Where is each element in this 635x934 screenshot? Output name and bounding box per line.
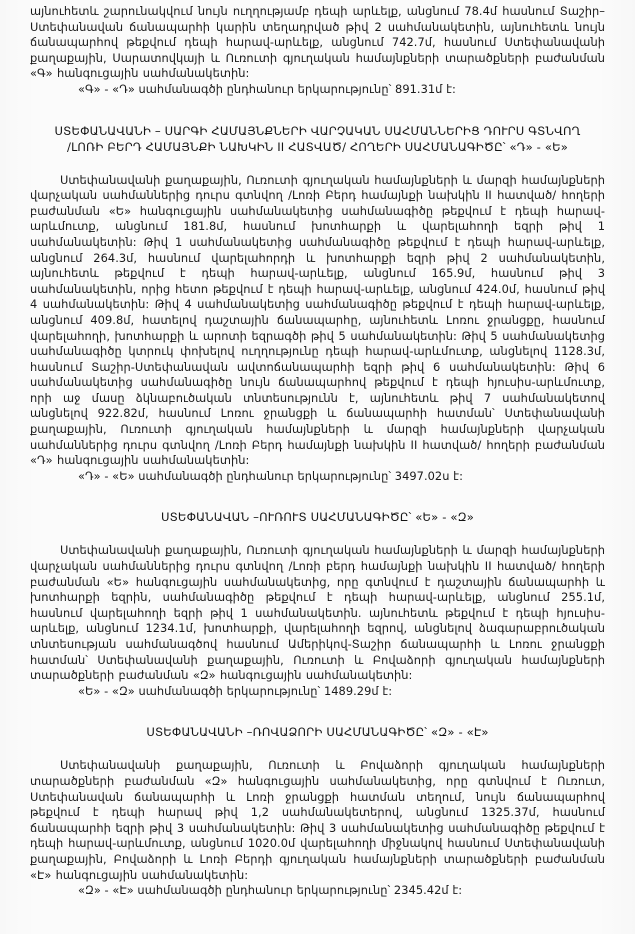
total-length-g-d: «Գ» - «Դ» սահմանագծի ընդհանուր երկարությունը՝ 891.31մ է: [78,81,456,96]
spacer [30,98,605,123]
total-length-e-z: «Ե» - «Զ» սահմանագծի երկարությունը՝ 1489.29մ է: [78,683,393,698]
paragraph-z-e: Ստեփանավանի քաղաքային, Ուռուտի և Բովաձորի գյուղական համայնքների տարածքների բաժանման «Զ» հանգուցային սահմանակետից, որը գտնվում է Ուռուտ, Ստեփանավան ճանապարհի և Լոռի ջրանցքի հատման տեղում, նույն ճանապարհով թեքվում է դեպի հարավ թիվ 1,2 սահմանակետերով, անցնում 1325.37մ, հասնում ճանապարհի եզրի թիվ 3 սահմանակետին: Թիվ 3 սահմանակետից սահմանագիծը թեքվում է դեպի հարավ-արևմուտք, անցնում 1020.0մ վարելահողի միջնակով հասնում Ստեփանավանի քաղաքային, Բովաձորի և Լոռի Բերդի գյուղական համայնքների տարածքների բաժանման «Է» հանգուցային սահմանակետին: [30,758,605,882]
document-body [30,0,605,899]
section-heading-z-e-line-1: ՍՏԵՓԱՆԱՎԱՆԻ –ՌՈՎԱՁՈՐԻ ՍԱՀՄԱՆԱԳԻԾԸ՝ «Զ» - «Է» [146,725,489,740]
paragraph-d-e: Ստեփանավանի քաղաքային, Ուռուտի գյուղական համայնքների և մարզի համայնքների վարչական սահմաններից դուրս գտնվող /Լոռի Բերդ համայնքի նախկին II հատված/ հողերի բաժանման «Ե» հանգուցային սահմանակետից սահմանագիծը թեքվում է դեպի հարավ-արևմուտք, անցնում 181.8մ, հասնում խոտհարքի և վարելահողի եզրի թիվ 1 սահմանակետին: Թիվ 1 սահմանակետից սահմանագիծը թեքվում է դեպի հարավ-արևելք, անցնում 264.3մ, հասնում վարելահորդի և խոտհարքի եզրի թիվ 2 սահմանակետին, այնուհետև թեքվում է դեպի հարավ-արևելք, անցնում 165.9մ, հասնում թիվ 3 սահմանակետին, որից հետո թեքվում է դեպի հարավ-արևելք, անցնում 424.0մ, հասնում թիվ 4 սահմանակետին: Թիվ 4 սահմանակետից սահմանագիծը թեքվում է դեպի հարավ-արևելք, անցնում 409.8մ, հատելով դաշտային ճանապարհը, այնուհետև Լոռու ջրանցքը, հասնում վարելահողի, խոտհարքի և արոտի եզրագծի թիվ 5 սահմանակետին: Թիվ 5 սահմանակետից սահմանագիծը կտրուկ փոխելով ուղղությունը դեպի հարավ-արևմուտք, անցնելով 1128.3մ, հասնում Տաշիր-Ստեփանավան ավտոճանապարհի եզրի թիվ 6 սահմանակետին: Թիվ 6 սահմանակետից սահմանագիծը նույն ճանապարհով թեքվում է դեպի հյուսիս-արևմուտք, որի աջ մասը ձկնաբուծական տնտեսությունն է, այնուհետև թիվ 7 սահմանակետով անցնելով 922.82մ, հասնում Լոռու ջրանցքի և ճանապարհի հատման՝ Ստեփանավանի քաղաքային, Ուռուտի գյուղական համայնքների և մարզի համայնքների վարչական սահմաններից դուրս գտնվող /Լոռի Բերդ համայնքի նախկին II հատված/ հողերի բաժանման «Դ» հանգուցային սահմանակետին: [30,172,605,468]
paragraph-e-z: Ստեփանավանի քաղաքային, Ուռուտի գյուղական համայնքների և մարզի համայնքների վարչական սահմաններից դուրս գտնվող /Լոռի բերդ համայնքի նախկին II հատված/ հողերի բաժանման «Ե» հանգուցային սահմանակետից, որը գտնվում է դաշտային ճանապարհի և խոտհարքի եզրին, սահմանագիծը թեքվում է դեպի հարավ-արևելք, անցնում 255.1մ, հասնում վարելահողի եզրի թիվ 1 սահմանակետին. այնուհետև թեքվում է դեպի հյուսիս-արևելք, անցնում 1234.1մ, խոտհարքի, վարելահողի եզրով, անցնելով ձագարաբրուծական տնտեսության սահմանագծով հասնում Ամերիկով-Տաշիր ճանապարհի և Լոռու ջրանցքի հատման՝ Ստեփանավանի քաղաքային, Ուռուտի և Բովաձորի գյուղական համայնքների տարածքների բաժանման «Զ» հանգուցային սահմանակետին: [30,543,605,683]
spacer [30,484,605,509]
spacer [30,155,605,173]
spacer [30,699,605,724]
intro-paragraph: այնուհետև շարունակվում նույն ուղղությամբ դեպի արևելք, անցնում 78.4մ հասնում Տաշիր– Ստեփանավան ճանապարհի կարին տեղադրված թիվ 2 սահմանակետին, այնուհետև նույն ճանապարհով թեքվում դեպի հարավ-արևելք, անցնում 742.7մ, հասնում Ստեփանավանի քաղաքային, Սարատովկայի և Ուռուտի գյուղական համայնքների տարածքների բաժանման «Գ» հանգուցային սահմանակետին: [30,4,605,81]
spacer [30,740,605,758]
total-length-z-e: «Զ» - «Է» սահմանագծի ընդհանուր երկարությունը՝ 2345.42մ է: [78,883,463,898]
section-heading-z-e [30,724,605,740]
section-heading-d-e-line-1: ՍՏԵՓԱՆԱՎԱՆԻ – ՍԱՐԳԻ ՀԱՄԱՅՆՔՆԵՐԻ ՎԱՐՉԱԿԱՆ ՍԱՀՄԱՆՆԵՐԻՑ ԴՈՒՐՍ ԳՏՆՎՈՂ [54,123,581,138]
spacer [30,525,605,543]
total-length-d-e: «Դ» - «Ե» սահմանագծի ընդհանուր երկարությունը՝ 3497.02ս է: [78,468,463,483]
section-heading-e-z [30,509,605,525]
section-heading-d-e-line-2: /ԼՈՌԻ ԲԵՐԴ ՀԱՄԱՅՆՔԻ ՆԱԽԿԻՆ II ՀԱՏՎԱԾ/ ՀՈՂԵՐԻ ՍԱՀՄԱՆԱԳԻԾԸ՝ «Դ» - «Ե» [67,139,568,154]
section-heading-e-z-line-1: ՍՏԵՓԱՆԱՎԱՆ –ՈՒՌՈՒՏ ՍԱՀՄԱՆԱԳԻԾԸ՝ «Ե» - «Զ» [160,510,475,525]
section-heading-d-e [30,123,605,155]
